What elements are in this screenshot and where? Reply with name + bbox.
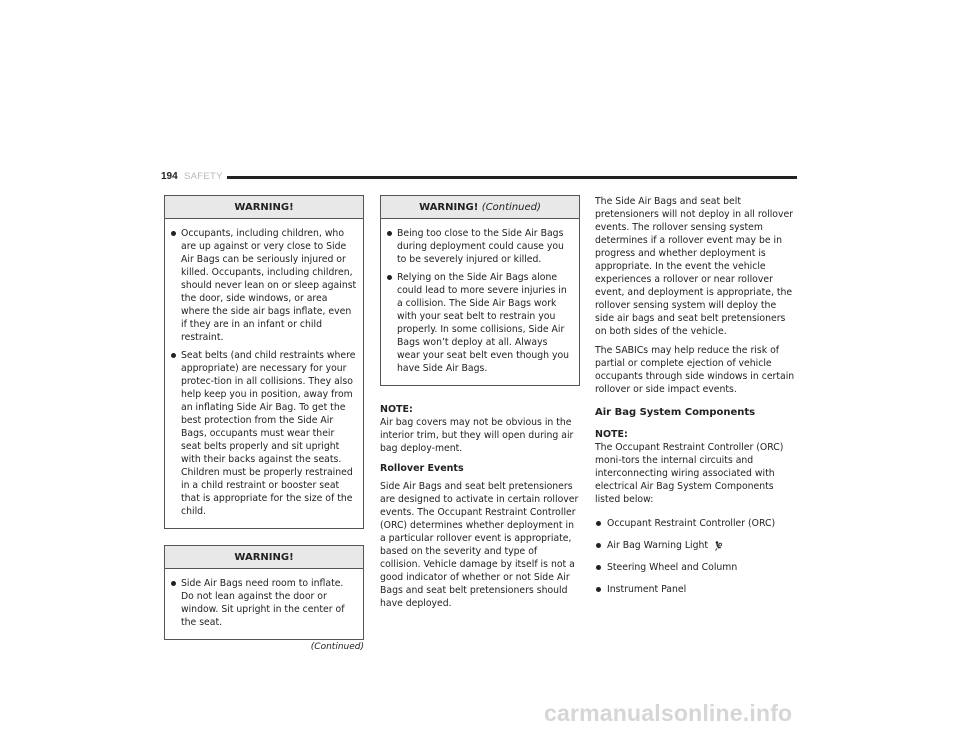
column-1	[164, 195, 364, 654]
header-rule	[227, 176, 797, 179]
warning-bullet: Side Air Bags need room to inflate. Do not lean against the door or window. Sit upright in the center of the seat.	[169, 577, 357, 629]
warning-title: WARNING!	[165, 546, 363, 569]
rollover-heading: Rollover Events	[380, 463, 464, 474]
continued-label: (Continued)	[310, 642, 364, 652]
warning-bullet: Seat belts (and child restraints where appropriate) are necessary for your protec-tion in all collisions. They also help keep you in position, away from an inflating Side Air Bag. To get the best protection from the Side Air Bags, occupants must wear their seat belts properly and sit upright with their backs against the seats. Children must be properly restrained in a child restraint or booster seat that is appropriate for the size of the child.	[169, 349, 357, 518]
warning-box-continued	[380, 195, 580, 386]
warning-bullet: Relying on the Side Air Bags alone could lead to more severe injuries in a collision. The Side Air Bags work with your seat belt to restrain you properly. In some collisions, Side Air Bags won’t deploy at all. Always wear your seat belt even though you have Side Air Bags.	[385, 271, 573, 375]
note-text: The Occupant Restraint Controller (ORC) moni-tors the internal circuits and interconnecting wiring associated with electrical Air Bag System Components listed below:	[595, 442, 784, 505]
warning-title-suffix: (Continued)	[481, 202, 541, 213]
component-item: Steering Wheel and Column	[595, 561, 798, 574]
rollover-paragraph: The Side Air Bags and seat belt pretensioners will not deploy in all rollover events. The rollover sensing system determines if a rollover event may be in progress and whether deployment is appropriate. In the event the vehicle experiences a rollover or near rollover event, and deployment is appropriate, the rollover sensing system will deploy the side air bags and seat belt pretensioners on both sides of the vehicle.	[595, 196, 794, 337]
warning-bullet: Occupants, including children, who are up against or very close to Side Air Bags can be seriously injured or killed. Occupants, including children, should never lean on or sleep against the door, side windows, or area where the side air bags inflate, even if they are in an infant or child restraint.	[169, 227, 357, 344]
column-2	[380, 195, 580, 616]
column-3	[595, 195, 798, 605]
components-heading: Air Bag System Components	[595, 407, 756, 418]
rollover-text: Side Air Bags and seat belt pretensioners are designed to activate in certain rollover events. The Occupant Restraint Controller (ORC) determines whether deployment in a particular rollover event is appropriate, based on the severity and type of collision. Vehicle damage by itself is not a good indicator of whether or not Side Air Bags and seat belt pretensioners should have deployed.	[380, 481, 579, 609]
component-item-label: Air Bag Warning Light	[607, 540, 709, 551]
warning-box-2	[164, 545, 364, 640]
warning-box-1	[164, 195, 364, 529]
component-item: Occupant Restraint Controller (ORC)	[595, 517, 798, 530]
sabic-paragraph: The SABICs may help reduce the risk of partial or complete ejection of vehicle occupants through side windows in certain rollover or side impact events.	[595, 345, 795, 395]
note-text: Air bag covers may not be obvious in the interior trim, but they will open during air bag deploy-ment.	[380, 417, 574, 454]
component-item	[595, 539, 798, 552]
note-label: NOTE:	[380, 404, 413, 415]
warning-title: WARNING!	[165, 196, 363, 219]
page-number: 194	[161, 171, 178, 182]
note-label: NOTE:	[595, 429, 628, 440]
page-header	[161, 171, 797, 185]
warning-title	[381, 196, 579, 219]
airbag-warning-icon	[714, 541, 722, 551]
warning-title-text: WARNING!	[419, 202, 479, 213]
component-item: Instrument Panel	[595, 583, 798, 596]
warning-bullet: Being too close to the Side Air Bags during deployment could cause you to be severely injured or killed.	[385, 227, 573, 266]
section-name: SAFETY	[184, 171, 223, 182]
watermark: carmanualsonline.info	[544, 700, 793, 726]
